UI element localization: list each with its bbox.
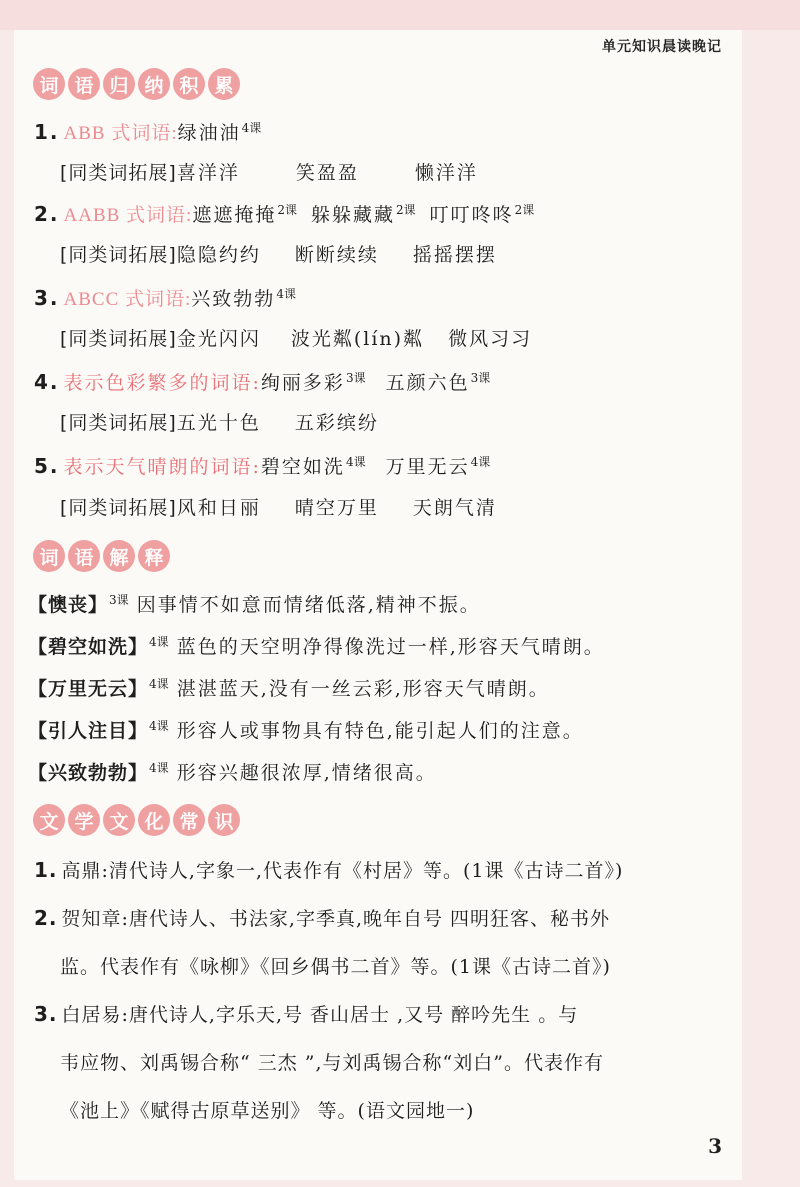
culture-item-2 [34, 904, 610, 931]
lesson-mark: 2课 [514, 202, 535, 217]
culture-text: 贺知章:唐代诗人、书法家,字季真,晚年自号 四明狂客、秘书外 [61, 908, 611, 930]
lesson-mark: 4课 [149, 760, 169, 775]
ext-word: 喜洋洋 [176, 162, 240, 184]
explain-item-1 [28, 590, 481, 617]
vocab-ext-1 [60, 158, 478, 185]
section-char: 释 [138, 540, 170, 572]
ext-word: 微风习习 [448, 328, 533, 350]
definition: 蓝色的天空明净得像洗过一样,形容天气晴朗。 [176, 636, 605, 658]
top-margin-strip [0, 0, 800, 30]
lesson-mark: 3课 [345, 370, 366, 385]
ext-label: [同类词拓展] [60, 244, 177, 266]
section-char: 归 [103, 68, 135, 100]
section-header-culture [33, 804, 240, 836]
lesson-mark: 4课 [149, 676, 169, 691]
section-char: 词 [33, 68, 65, 100]
section-char: 词 [33, 540, 65, 572]
ext-word: 金光闪闪 [176, 328, 261, 350]
ext-word: 懒洋洋 [414, 162, 478, 184]
culture-text: 监。代表作有《咏柳》《回乡偶书二首》等。(1课《古诗二首》) [60, 956, 611, 978]
culture-item-3-cont [60, 1048, 604, 1075]
category-label: AABB 式词语: [63, 205, 193, 226]
vocab-ext-4 [60, 408, 379, 435]
explain-item-3 [28, 674, 550, 701]
vocab-item-4 [34, 368, 490, 395]
category-label: 表示天气晴朗的词语: [63, 456, 261, 478]
culture-item-3-cont2 [60, 1096, 474, 1123]
item-number: 1. [34, 120, 60, 144]
section-char: 学 [68, 804, 100, 836]
lesson-mark: 2课 [277, 202, 297, 217]
definition: 因事情不如意而情绪低落,精神不振。 [136, 594, 481, 616]
definition: 湛湛蓝天,没有一丝云彩,形容天气晴朗。 [176, 678, 550, 700]
vocab-item-1 [34, 118, 261, 145]
word: 万里无云 [385, 456, 470, 478]
vocab-item-2 [34, 200, 534, 227]
section-char: 文 [103, 804, 135, 836]
category-label: ABCC 式词语: [63, 289, 192, 310]
word: 绚丽多彩 [260, 372, 345, 394]
ext-label: [同类词拓展] [60, 497, 177, 519]
item-number: 2. [34, 906, 58, 930]
lesson-mark: 3课 [109, 592, 129, 607]
item-number: 1. [34, 858, 58, 882]
section-char: 化 [138, 804, 170, 836]
ext-word: 摇摇摆摆 [412, 244, 497, 266]
culture-item-2-cont [60, 952, 611, 979]
definition: 形容兴趣很浓厚,情绪很高。 [176, 762, 437, 784]
word: 兴致勃勃 [191, 288, 276, 310]
ext-word: 五彩缤纷 [294, 412, 379, 434]
page-number: 3 [708, 1134, 722, 1158]
word: 碧空如洗 [260, 456, 345, 478]
lesson-mark: 4课 [470, 454, 491, 469]
term: 【碧空如洗】 [28, 636, 149, 658]
explain-item-2 [28, 632, 605, 659]
culture-text: 白居易:唐代诗人,字乐天,号 香山居士 ,又号 醉吟先生 。与 [61, 1004, 579, 1026]
item-number: 3. [34, 1002, 58, 1026]
vocab-ext-3 [60, 324, 532, 351]
item-number: 4. [34, 370, 60, 394]
ext-word: 笑盈盈 [295, 162, 359, 184]
term: 【懊丧】 [28, 594, 109, 616]
term: 【引人注目】 [28, 720, 149, 742]
lesson-mark: 4课 [276, 286, 296, 301]
header-title: 单元知识晨读晚记 [602, 39, 722, 55]
ext-label: [同类词拓展] [60, 412, 177, 434]
word: 躲躲藏藏 [311, 204, 396, 226]
culture-item-1 [34, 856, 623, 883]
word: 遮遮掩掩 [192, 204, 277, 226]
lesson-mark: 4课 [345, 454, 366, 469]
ext-word: 波光粼(lín)粼 [290, 328, 425, 350]
ext-label: [同类词拓展] [60, 162, 177, 184]
culture-text: 韦应物、刘禹锡合称“ 三杰 ”,与刘禹锡合称“刘白”。代表作有 [60, 1052, 604, 1074]
item-number: 5. [34, 454, 60, 478]
item-number: 3. [34, 286, 60, 310]
section-char: 语 [68, 540, 100, 572]
section-header-vocab [33, 68, 240, 100]
section-char: 纳 [138, 68, 170, 100]
lesson-mark: 4课 [241, 120, 262, 135]
section-char: 语 [68, 68, 100, 100]
item-number: 2. [34, 202, 60, 226]
category-label: 表示色彩繁多的词语: [63, 372, 261, 394]
explain-item-4 [28, 716, 584, 743]
ext-word: 风和日丽 [176, 497, 261, 519]
ext-word: 断断续续 [294, 244, 379, 266]
ext-word: 隐隐约约 [176, 244, 261, 266]
section-char: 累 [208, 68, 240, 100]
explain-item-5 [28, 758, 437, 785]
ext-word: 天朗气清 [412, 497, 497, 519]
culture-text: 《池上》《赋得古原草送别》 等。(语文园地一) [60, 1100, 475, 1122]
definition: 形容人或事物具有特色,能引起人们的注意。 [176, 720, 584, 742]
vocab-ext-5 [60, 493, 497, 520]
word: 叮叮咚咚 [429, 204, 514, 226]
category-label: ABB 式词语: [63, 123, 178, 144]
term: 【兴致勃勃】 [28, 762, 149, 784]
vocab-item-3 [34, 284, 296, 311]
lesson-mark: 3课 [470, 370, 491, 385]
lesson-mark: 4课 [149, 718, 169, 733]
section-char: 积 [173, 68, 205, 100]
ext-label: [同类词拓展] [60, 328, 177, 350]
lesson-mark: 4课 [149, 634, 169, 649]
culture-text: 高鼎:清代诗人,字象一,代表作有《村居》等。(1课《古诗二首》) [61, 860, 624, 882]
lesson-mark: 2课 [396, 202, 416, 217]
section-char: 文 [33, 804, 65, 836]
term: 【万里无云】 [28, 678, 149, 700]
section-char: 识 [208, 804, 240, 836]
ext-word: 五光十色 [176, 412, 261, 434]
section-char: 解 [103, 540, 135, 572]
ext-word: 晴空万里 [294, 497, 379, 519]
section-header-explain [33, 540, 170, 572]
vocab-ext-2 [60, 240, 497, 267]
word: 绿油油 [177, 122, 241, 144]
culture-item-3 [34, 1000, 578, 1027]
vocab-item-5 [34, 452, 490, 479]
word: 五颜六色 [385, 372, 470, 394]
section-char: 常 [173, 804, 205, 836]
